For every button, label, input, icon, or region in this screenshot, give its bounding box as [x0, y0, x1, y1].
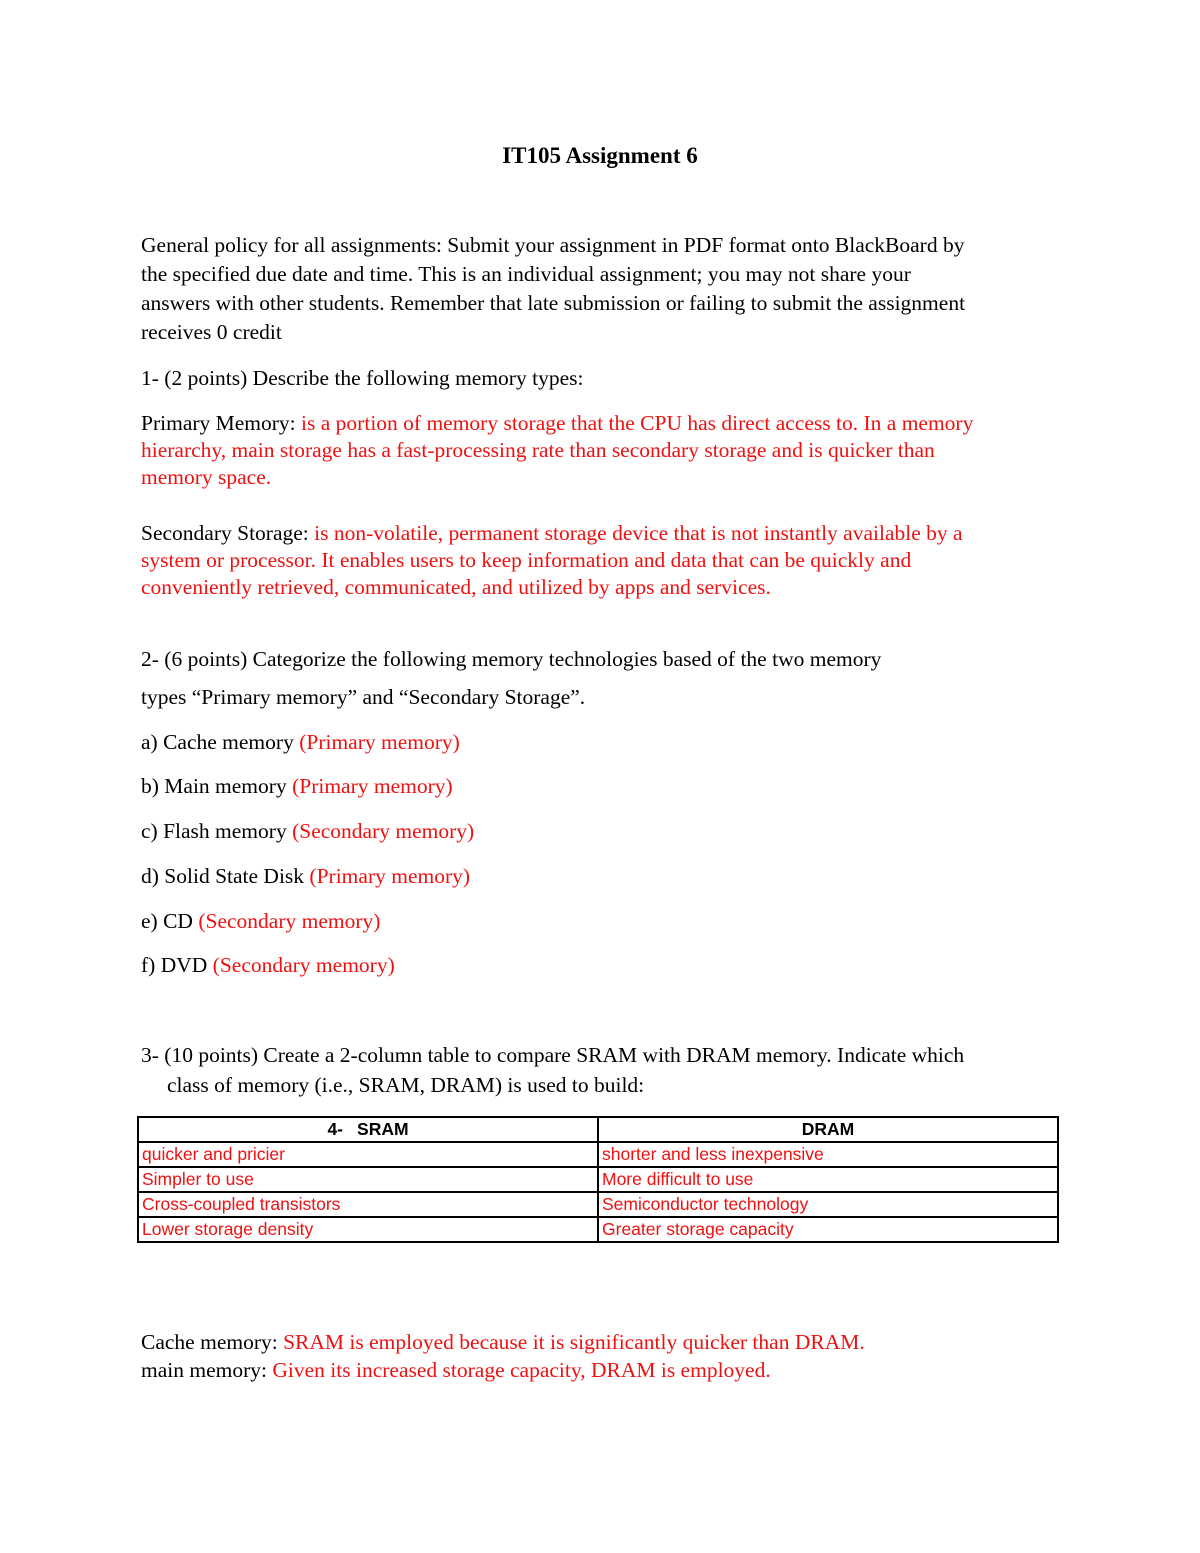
header-sram-label: SRAM	[357, 1119, 409, 1139]
secondary-storage-line	[141, 519, 963, 548]
question-3-prompt: class of memory (i.e., SRAM, DRAM) is used to build:	[167, 1073, 645, 1097]
table-row	[138, 1217, 1058, 1242]
policy-line: answers with other students. Remember that late submission or failing to submit the assignment	[141, 291, 966, 315]
list-item	[141, 772, 453, 801]
policy-line: receives 0 credit	[141, 320, 282, 344]
table-row	[138, 1192, 1058, 1217]
main-memory-answer: Given its increased storage capacity, DRAM is employed.	[272, 1358, 771, 1382]
cache-memory-label: Cache memory:	[141, 1330, 284, 1354]
table-cell: shorter and less inexpensive	[598, 1142, 1058, 1167]
cache-memory-answer: SRAM is employed because it is significantly quicker than DRAM.	[283, 1330, 865, 1354]
policy-line: General policy for all assignments: Submit your assignment in PDF format onto BlackBoard by	[141, 233, 965, 257]
list-item-answer: (Secondary memory)	[212, 953, 395, 977]
table-cell: More difficult to use	[598, 1167, 1058, 1192]
list-item-answer: (Primary memory)	[309, 864, 471, 888]
list-item	[141, 817, 474, 846]
list-item-label: c) Flash memory	[141, 819, 293, 843]
table-cell: Greater storage capacity	[598, 1217, 1058, 1242]
question-3-prompt: 3- (10 points) Create a 2-column table to compare SRAM with DRAM memory. Indicate which	[141, 1043, 965, 1067]
cache-memory-line	[141, 1328, 865, 1357]
list-item-label: b) Main memory	[141, 774, 293, 798]
list-item-label: a) Cache memory	[141, 730, 300, 754]
table-row	[138, 1167, 1058, 1192]
primary-memory-label: Primary Memory:	[141, 411, 302, 435]
list-item-answer: (Secondary memory)	[198, 909, 381, 933]
secondary-storage-answer: is non-volatile, permanent storage device that is not instantly available by a	[314, 521, 963, 545]
secondary-storage-answer: system or processor. It enables users to keep information and data that can be quickly and	[141, 548, 912, 572]
list-item-label: d) Solid State Disk	[141, 864, 310, 888]
main-memory-label: main memory:	[141, 1358, 273, 1382]
primary-memory-line	[141, 409, 973, 438]
question-2-prompt: types “Primary memory” and “Secondary Storage”.	[141, 685, 586, 709]
list-item	[141, 862, 470, 891]
main-memory-line	[141, 1356, 771, 1385]
list-item-answer: (Primary memory)	[292, 774, 453, 798]
list-item	[141, 907, 380, 936]
table-cell: Lower storage density	[138, 1217, 598, 1242]
header-number: 4-	[327, 1119, 344, 1139]
table-header-row	[138, 1117, 1058, 1142]
primary-memory-answer: is a portion of memory storage that the CPU has direct access to. In a memory	[301, 411, 974, 435]
table-cell: Cross-coupled transistors	[138, 1192, 598, 1217]
primary-memory-answer: hierarchy, main storage has a fast-processing rate than secondary storage and is quicker than	[141, 438, 935, 462]
question-1-prompt: 1- (2 points) Describe the following memory types:	[141, 366, 584, 390]
table-cell: Semiconductor technology	[598, 1192, 1058, 1217]
table-cell: quicker and pricier	[138, 1142, 598, 1167]
table-header-dram: DRAM	[598, 1117, 1058, 1142]
sram-dram-table	[137, 1116, 1059, 1243]
list-item-label: e) CD	[141, 909, 199, 933]
table-row	[138, 1142, 1058, 1167]
list-item-answer: (Primary memory)	[299, 730, 460, 754]
question-2-prompt: 2- (6 points) Categorize the following memory technologies based of the two memory	[141, 647, 882, 671]
primary-memory-answer: memory space.	[141, 465, 272, 489]
list-item-answer: (Secondary memory)	[292, 819, 475, 843]
list-item	[141, 951, 395, 980]
list-item	[141, 728, 460, 757]
table-header-sram	[138, 1117, 598, 1142]
policy-line: the specified due date and time. This is an individual assignment; you may not share your	[141, 262, 911, 286]
table-cell: Simpler to use	[138, 1167, 598, 1192]
page-title: IT105 Assignment 6	[502, 143, 698, 168]
list-item-label: f) DVD	[141, 953, 213, 977]
secondary-storage-label: Secondary Storage:	[141, 521, 315, 545]
secondary-storage-answer: conveniently retrieved, communicated, and utilized by apps and services.	[141, 575, 771, 599]
